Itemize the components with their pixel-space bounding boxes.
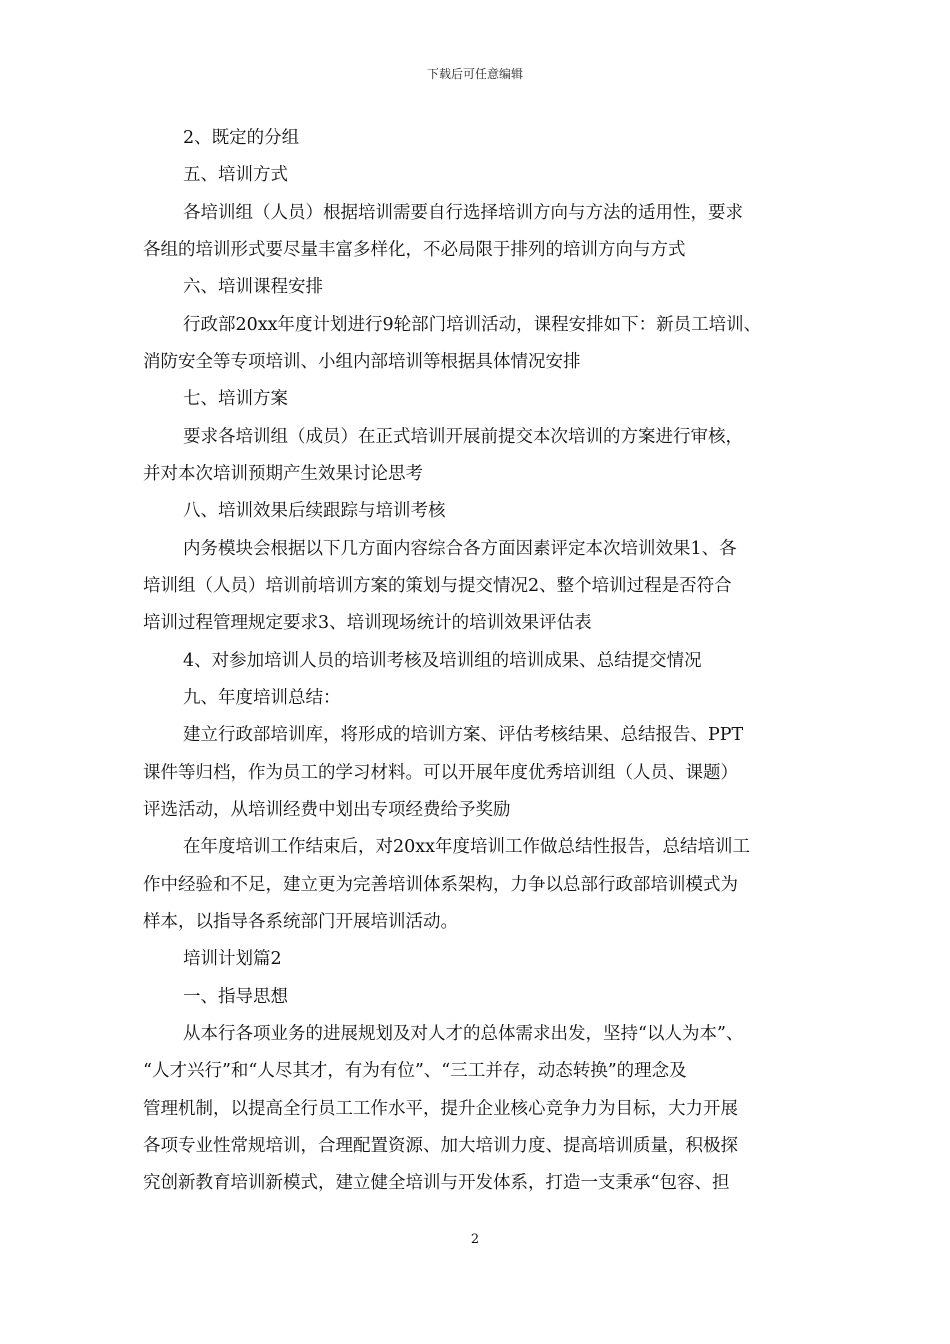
section-heading: 五、培训方式: [183, 165, 288, 185]
section-heading: 一、指导思想: [183, 987, 288, 1007]
paragraph-line: 各组的培训形式要尽量丰富多样化，不必局限于排列的培训方向与方式: [143, 240, 686, 260]
paragraph-line: 样本，以指导各系统部门开展培训活动。: [143, 912, 458, 932]
paragraph-line: “人才兴行”和“人尽其才，有为有位”、“三工并存，动态转换”的理念及: [143, 1061, 687, 1081]
paragraph-line: 课件等归档，作为员工的学习材料。可以开展年度优秀培训组（人员、课题）: [143, 763, 738, 783]
section-heading: 六、培训课程安排: [183, 277, 323, 297]
page-header: 下载后可任意编辑: [426, 67, 523, 81]
section-heading: 培训计划篇2: [183, 949, 282, 969]
section-heading: 九、年度培训总结：: [183, 688, 341, 708]
paragraph-line: 管理机制，以提高全行员工工作水平，提升企业核心竞争力为目标，大力开展: [143, 1099, 738, 1119]
section-heading: 八、培训效果后续跟踪与培训考核: [183, 501, 446, 521]
paragraph-line: 评选活动，从培训经费中划出专项经费给予奖励: [143, 800, 511, 820]
page-number: 2: [470, 1232, 480, 1247]
paragraph-line: 究创新教育培训新模式，建立健全培训与开发体系，打造一支秉承“包容、担: [143, 1173, 730, 1193]
paragraph-line: 内务模块会根据以下几方面内容综合各方面因素评定本次培训效果1、各: [183, 539, 737, 559]
paragraph-line: 培训组（人员）培训前培训方案的策划与提交情况2、整个培训过程是否符合: [143, 576, 732, 596]
paragraph-line: 在年度培训工作结束后，对20xx年度培训工作做总结性报告，总结培训工: [183, 837, 751, 857]
paragraph-line: 作中经验和不足，建立更为完善培训体系架构，力争以总部行政部培训模式为: [143, 875, 738, 895]
list-item: 2、既定的分组: [183, 128, 300, 148]
paragraph-line: 从本行各项业务的进展规划及对人才的总体需求出发，坚持“以人为本”、: [183, 1024, 744, 1044]
paragraph-line: 各项专业性常规培训，合理配置资源、加大培训力度、提高培训质量，积极探: [143, 1136, 738, 1156]
paragraph-line: 4、对参加培训人员的培训考核及培训组的培训成果、总结提交情况: [183, 651, 702, 671]
paragraph-line: 消防安全等专项培训、小组内部培训等根据具体情况安排: [143, 352, 581, 372]
paragraph-line: 建立行政部培训库，将形成的培训方案、评估考核结果、总结报告、PPT: [183, 725, 744, 745]
paragraph-line: 要求各培训组（成员）在正式培训开展前提交本次培训的方案进行审核，: [183, 427, 743, 447]
paragraph-line: 培训过程管理规定要求3、培训现场统计的培训效果评估表: [143, 613, 592, 633]
paragraph-line: 并对本次培训预期产生效果讨论思考: [143, 464, 423, 484]
section-heading: 七、培训方案: [183, 389, 288, 409]
paragraph-line: 行政部20xx年度计划进行9轮部门培训活动，课程安排如下：新员工培训、: [183, 315, 762, 335]
paragraph-line: 各培训组（人员）根据培训需要自行选择培训方向与方法的适用性，要求: [183, 203, 743, 223]
